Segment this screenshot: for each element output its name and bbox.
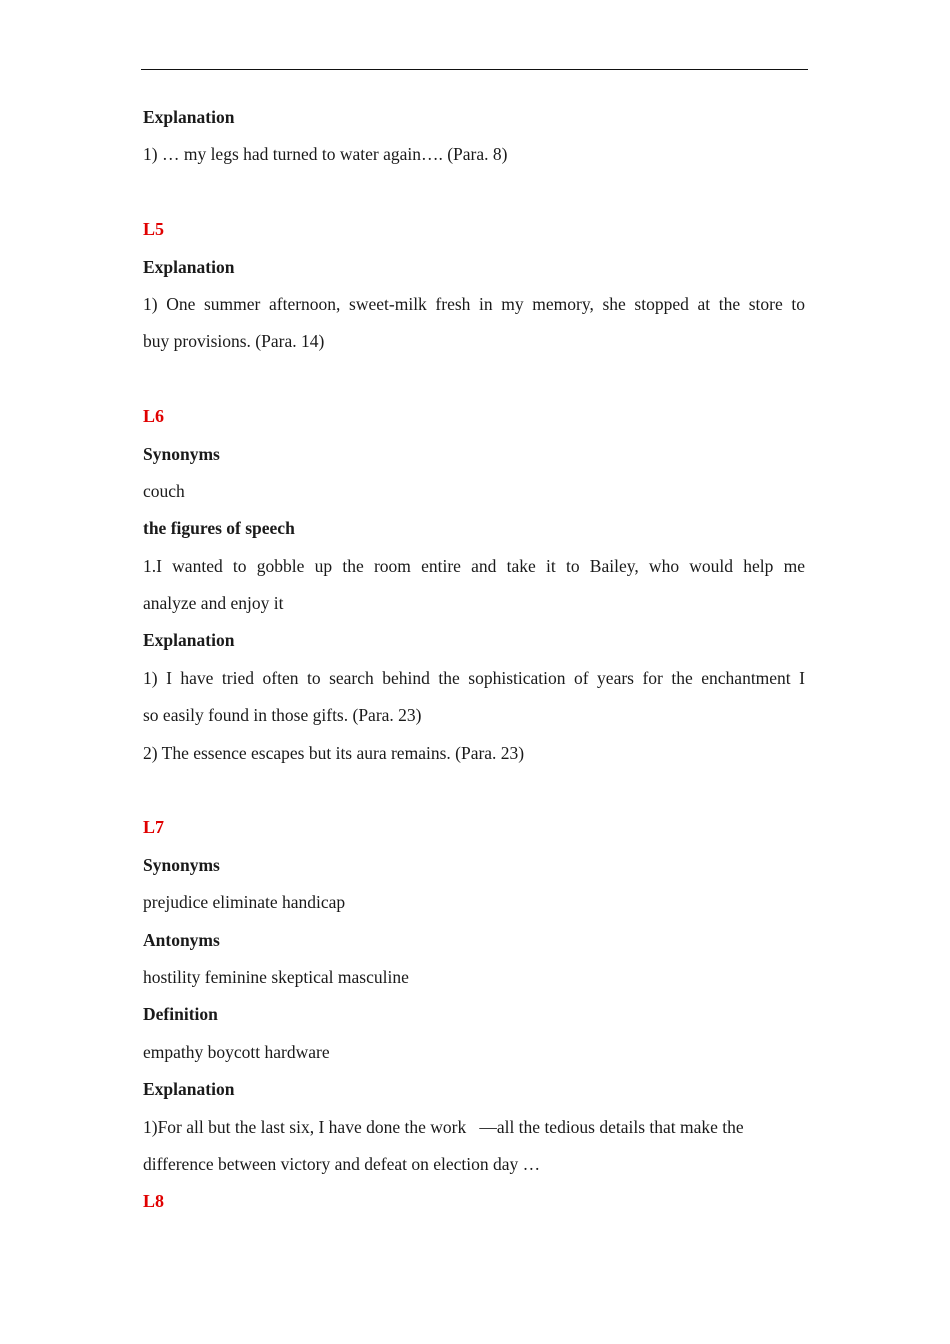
explanation-item-continued: buy provisions. (Para. 14) <box>143 331 325 352</box>
heading-explanation: Explanation <box>143 630 235 651</box>
header-rule <box>141 69 808 70</box>
explanation-item: 1) … my legs had turned to water again…. (Para. 8) <box>143 144 508 165</box>
heading-definition: Definition <box>143 1004 218 1025</box>
explanation-item: 1) One summer afternoon, sweet-milk fresh in my memory, she stopped at the store to <box>143 293 805 314</box>
heading-explanation: Explanation <box>143 1079 235 1100</box>
explanation-item: 1) I have tried often to search behind the sophistication of years for the enchantment I <box>143 667 805 688</box>
definition-list: empathy boycott hardware <box>143 1041 330 1062</box>
spacer <box>143 361 805 398</box>
explanation-item: 2) The essence escapes but its aura remains. (Para. 23) <box>143 742 525 763</box>
figure-of-speech-item-continued: analyze and enjoy it <box>143 593 284 614</box>
heading-synonyms: Synonyms <box>143 443 220 464</box>
section-title-l8: L8 <box>143 1191 165 1212</box>
antonyms-list: hostility feminine skeptical masculine <box>143 966 409 987</box>
explanation-item-continued: difference between victory and defeat on election day … <box>143 1153 541 1174</box>
spacer <box>143 772 805 809</box>
heading-explanation: Explanation <box>143 107 235 127</box>
heading-explanation: Explanation <box>143 256 235 277</box>
synonyms-list: couch <box>143 480 185 501</box>
document-body <box>143 99 805 1221</box>
heading-figures-of-speech: the figures of speech <box>143 518 295 539</box>
heading-synonyms: Synonyms <box>143 854 220 875</box>
heading-antonyms: Antonyms <box>143 929 220 950</box>
section-title-l6: L6 <box>143 406 165 427</box>
explanation-item-continued: so easily found in those gifts. (Para. 23) <box>143 705 422 726</box>
synonyms-list: prejudice eliminate handicap <box>143 892 346 913</box>
section-title-l7: L7 <box>143 817 165 838</box>
explanation-item: 1)For all but the last six, I have done the work —all the tedious details that make the <box>143 1116 744 1137</box>
figure-of-speech-item: 1.I wanted to gobble up the room entire and take it to Bailey, who would help me <box>143 555 805 576</box>
spacer <box>143 174 805 211</box>
section-title-l5: L5 <box>143 219 165 240</box>
